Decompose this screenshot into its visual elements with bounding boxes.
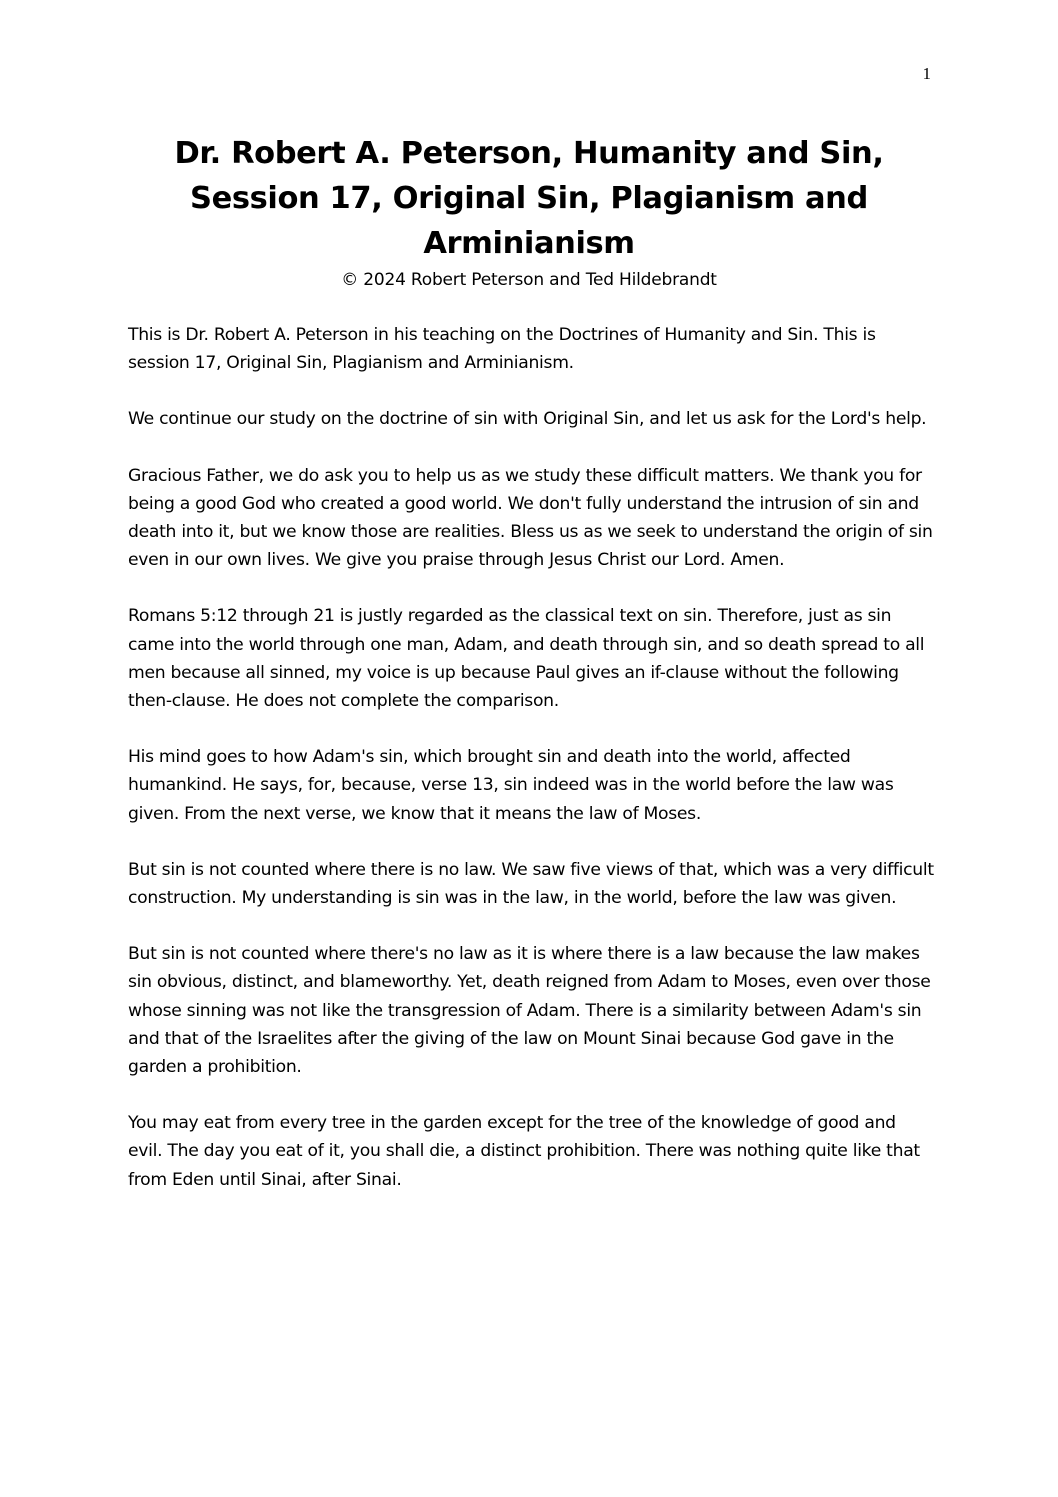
- document-title: [150, 131, 908, 266]
- paragraph-study: We continue our study on the doctrine of sin with Original Sin, and let us ask for the Lord's help.: [128, 409, 927, 430]
- transcript-body: [128, 321, 934, 1222]
- paragraph-intro: This is Dr. Robert A. Peterson in his teaching on the Doctrines of Humanity and Sin. This is session 17, Original Sin, Plagianism and Arminianism.: [128, 325, 876, 374]
- title-line-2: Session 17, Original Sin, Plagianism and: [190, 181, 868, 216]
- paragraph-prayer: Gracious Father, we do ask you to help us as we study these difficult matters. We thank you for being a good God who created a good world. We don't fully understand the intrusion of sin and death into it, but we know those are realities. Bless us as we seek to understand the origin of sin even in our own lives. We give you praise through Jesus Christ our Lord. Amen.: [128, 465, 933, 571]
- paragraph-death-reigned: But sin is not counted where there's no law as it is where there is a law because the law makes sin obvious, distinct, and blameworthy. Yet, death reigned from Adam to Moses, even over those whose sinning was not like the transgression of Adam. There is a similarity between Adam's sin and that of the Israelites after the giving of the law on Mount Sinai because God gave in the garden a prohibition.: [128, 944, 931, 1078]
- page-number: 1: [922, 64, 931, 83]
- title-line-1: Dr. Robert A. Peterson, Humanity and Sin,: [174, 136, 884, 171]
- paragraph-adams-sin: His mind goes to how Adam's sin, which brought sin and death into the world, affected humankind. He says, for, because, verse 13, sin indeed was in the world before the law was given. From the next verse, we know that it means the law of Moses.: [128, 747, 894, 824]
- title-line-3: Arminianism: [423, 226, 635, 261]
- copyright-notice: © 2024 Robert Peterson and Ted Hildebrandt: [341, 270, 717, 290]
- paragraph-prohibition: You may eat from every tree in the garden except for the tree of the knowledge of good and evil. The day you eat of it, you shall die, a distinct prohibition. There was nothing quite like that from Eden until Sinai, after Sinai.: [128, 1113, 920, 1190]
- paragraph-no-law: But sin is not counted where there is no law. We saw five views of that, which was a very difficult construction. My understanding is sin was in the law, in the world, before the law was given.: [128, 859, 934, 909]
- paragraph-romans: Romans 5:12 through 21 is justly regarded as the classical text on sin. Therefore, just as sin came into the world through one man, Adam, and death through sin, and so death spread to all men because all sinned, my voice is up because Paul gives an if-clause without the following then-clause. He does not complete the comparison.: [128, 606, 925, 712]
